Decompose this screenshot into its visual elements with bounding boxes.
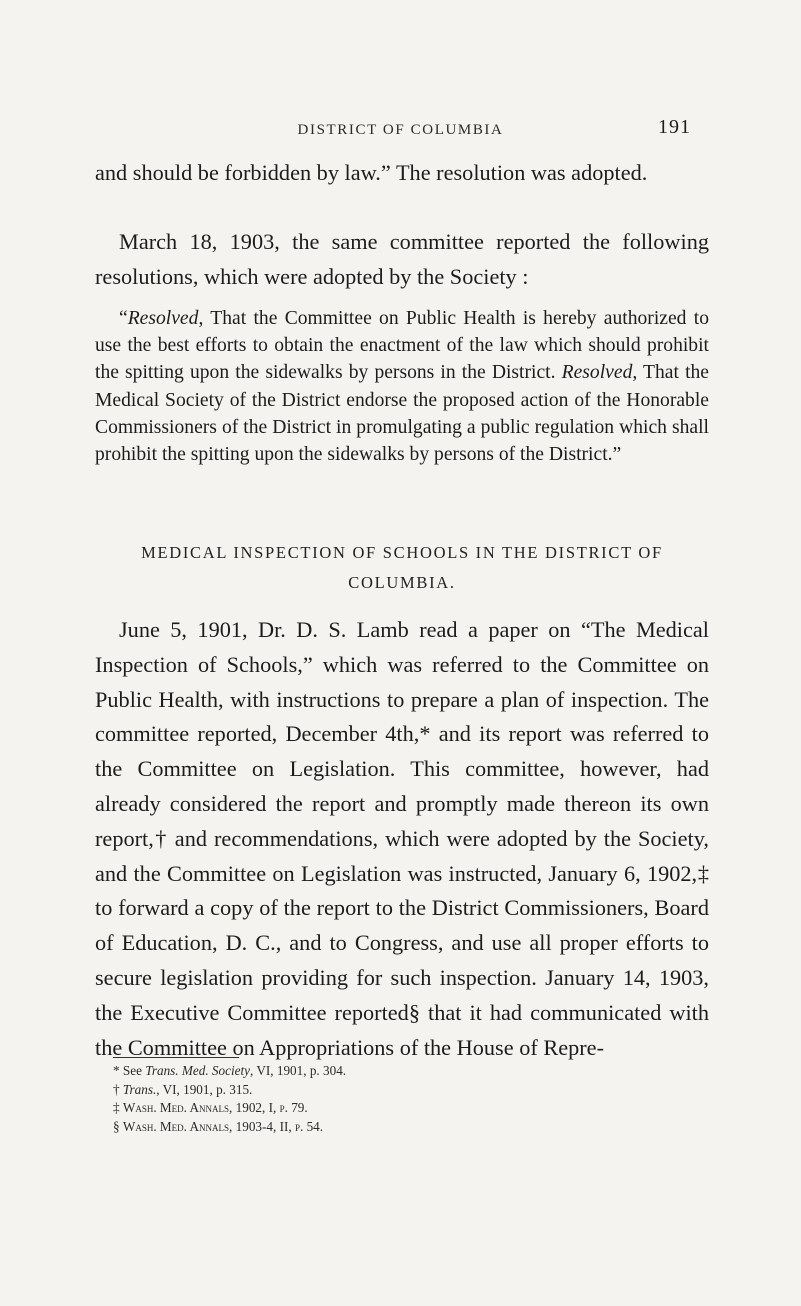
running-title: DISTRICT OF COLUMBIA (297, 122, 504, 138)
running-head (0, 116, 801, 146)
footnotes (113, 1062, 713, 1136)
section-heading-line: MEDICAL INSPECTION OF SCHOOLS IN THE DISTRICT OF (141, 543, 663, 562)
footnote-divider (113, 1057, 239, 1058)
paragraph-resolution-adopted (95, 156, 709, 191)
footnote: § Wash. Med. Annals, 1903-4, II, p. 54. (113, 1118, 324, 1134)
resolution-quote (95, 305, 709, 468)
paragraph-text: June 5, 1901, Dr. D. S. Lamb read a paper on “The Medical Inspection of Schools,” which was referred to the Committee on Public Health, with instructions to prepare a plan of inspection. The committee reported, December 4th,* and its report was referred to the Committee on Legislation. This committee, however, had already considered the report and promptly made thereon its own report,† and recommendations, which were adopted by the Society, and the Committee on Legislation was instructed, January 6, 1902,‡ to forward a copy of the report to the District Commissioners, Board of Education, D. C., and to Congress, and use all proper efforts to secure legislation providing for such inspection. January 14, 1903, the Executive Committee reported§ that it had communicated with the Committee on Appropriations of the House of Repre- (95, 617, 709, 1060)
paragraph-march-report (95, 225, 709, 295)
section-heading-line: COLUMBIA. (348, 573, 456, 592)
footnote: * See Trans. Med. Society, VI, 1901, p. 304. (113, 1063, 347, 1078)
page-number: 191 (658, 116, 691, 138)
paragraph-medical-inspection (95, 613, 709, 1065)
section-heading (95, 538, 709, 598)
footnote: ‡ Wash. Med. Annals, 1902, I, p. 79. (113, 1100, 308, 1115)
paragraph-text: and should be forbidden by law.” The resolution was adopted. (95, 160, 648, 185)
resolved-word: Resolved (561, 362, 633, 384)
resolved-word: Resolved (127, 308, 199, 329)
paragraph-text: March 18, 1903, the same committee reported the following resolutions, which were adopted by the Society : (95, 229, 709, 289)
footnote: † Trans., VI, 1901, p. 315. (113, 1081, 253, 1097)
resolution-text: “Resolved, That the Committee on Public Health is hereby authorized to use the best efforts to obtain the enactment of the law which should prohibit the spitting upon the sidewalks by persons in the District. Resolved, That the Medical Society of the District endorse the proposed action of the Honorable Commissioners of the District in promulgating a public regulation which shall prohibit the spitting upon the sidewalks by persons of the District.” (95, 308, 710, 466)
